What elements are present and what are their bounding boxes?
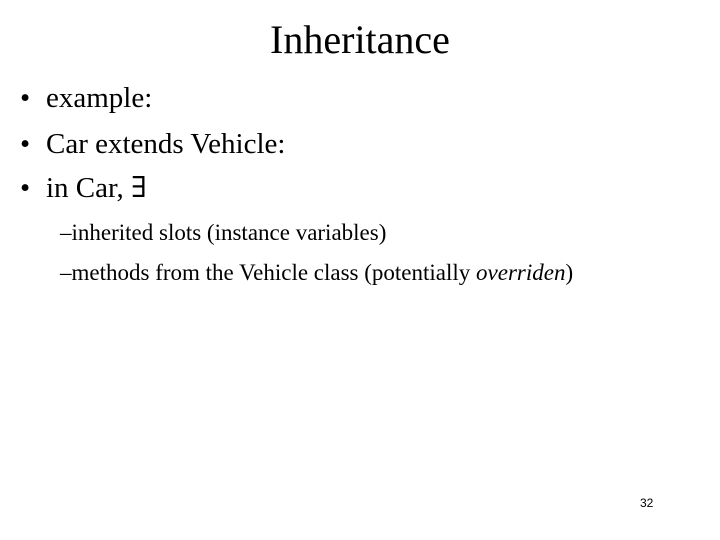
sub-bullet-text-prefix: –methods from the Vehicle class (potentially	[60, 260, 477, 285]
slide-title: Inheritance	[270, 17, 450, 62]
bullet-item-in-car	[20, 170, 147, 206]
bullet-text: in Car, ∃	[46, 172, 147, 204]
sub-bullet-text: –inherited slots (instance variables)	[60, 220, 387, 245]
bullet-dot-icon: •	[20, 172, 31, 204]
bullet-dot-icon: •	[20, 82, 31, 114]
bullet-dot-icon: •	[20, 128, 31, 160]
bullet-item-example	[20, 80, 152, 116]
page-number: 32	[640, 496, 654, 510]
sub-bullet-text-suffix: )	[565, 260, 574, 285]
sub-bullet-emphasis: overriden	[476, 260, 566, 285]
bullet-text: Car extends Vehicle:	[46, 128, 286, 160]
sub-bullet-inherited-slots	[60, 218, 386, 248]
sub-bullet-methods	[60, 258, 573, 288]
bullet-item-car-extends-vehicle	[20, 126, 285, 162]
bullet-text: example:	[46, 82, 153, 114]
